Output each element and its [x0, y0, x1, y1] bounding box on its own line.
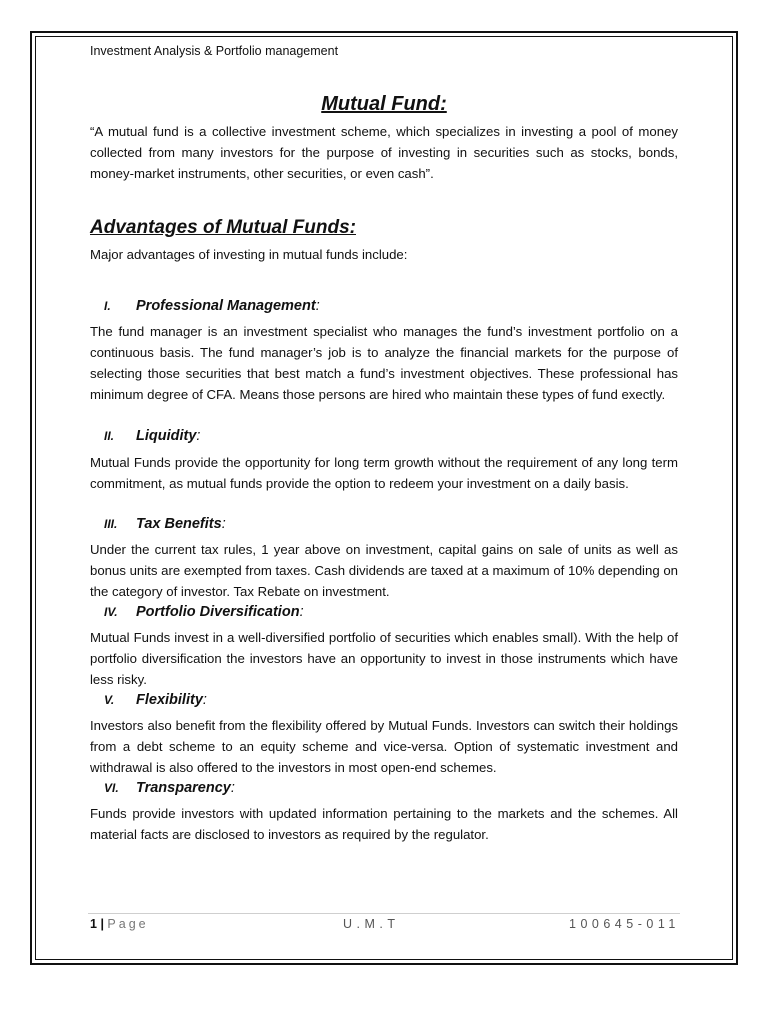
advantage-number: II. — [104, 429, 115, 443]
definition-paragraph: “A mutual fund is a collective investment scheme, which specializes in investing a pool of money collected from many investors for the purpose of investing in securities such as stocks, bonds, money-market instruments, other securities, or even cash”. — [90, 124, 678, 181]
footer-divider — [88, 913, 680, 914]
advantage-heading: III. Tax Benefits: — [104, 516, 226, 532]
advantage-number: I. — [104, 299, 111, 313]
footer-right-text: 100645-011 — [569, 917, 680, 931]
advantage-name: Portfolio Diversification — [136, 604, 300, 620]
footer-center-text: U.M.T — [343, 917, 400, 931]
footer-separator: | — [100, 917, 104, 931]
advantage-name: Flexibility — [136, 692, 203, 708]
advantage-number: IV. — [104, 605, 118, 619]
advantages-heading: Advantages of Mutual Funds: — [90, 217, 356, 238]
advantage-number: V. — [104, 693, 115, 707]
page-number: 1 — [90, 917, 97, 931]
advantage-heading: II. Liquidity: — [104, 428, 201, 444]
advantage-body: Under the current tax rules, 1 year above on investment, capital gains on sale of units as well as bonus units are exempted from taxes. Cash dividends are taxed at a maximum of 10% depending on the category of investor. Tax Rebate on investment. — [90, 542, 678, 599]
advantage-name: Transparency — [136, 780, 231, 796]
advantage-body: Funds provide investors with updated information pertaining to the markets and the schemes. All material facts are disclosed to investors as required by the regulator. — [90, 806, 678, 842]
advantage-body: Mutual Funds provide the opportunity for long term growth without the requirement of any long term commitment, as mutual funds provide the option to redeem your investment on a daily basis. — [90, 455, 678, 491]
advantage-heading: IV. Portfolio Diversification: — [104, 604, 304, 620]
running-header: Investment Analysis & Portfolio management — [90, 44, 339, 58]
advantage-heading: I. Professional Management: — [104, 298, 320, 314]
footer-page-label — [90, 917, 149, 931]
advantage-body: Investors also benefit from the flexibility offered by Mutual Funds. Investors can switch their holdings from a debt scheme to an equity scheme and vice-versa. Option of systematic investment and withdrawal is also offered to the investors in most open-end schemes. — [90, 718, 678, 775]
advantage-number: III. — [104, 517, 118, 531]
advantage-body: The fund manager is an investment specialist who manages the fund’s investment portfolio on a continuous basis. The fund manager’s job is to analyze the financial markets for the purpose of selecting those securities that best match a fund’s investment objectives. These professional has minimum degree of CFA. Means those persons are hired who maintain these types of fund exectly. — [90, 324, 678, 402]
advantage-heading: VI. Transparency: — [104, 780, 235, 796]
advantage-name: Liquidity — [136, 428, 197, 444]
advantage-body: Mutual Funds invest in a well-diversified portfolio of securities which enables small). With the help of portfolio diversification the investors have an opportunity to invest in those instruments which have less risky. — [90, 630, 678, 687]
page-word: Page — [107, 917, 149, 931]
page-title: Mutual Fund: — [321, 93, 447, 115]
advantage-name: Tax Benefits — [136, 516, 222, 532]
advantages-intro: Major advantages of investing in mutual funds include: — [90, 247, 408, 262]
advantage-number: VI. — [104, 781, 119, 795]
advantage-name: Professional Management — [136, 298, 316, 314]
advantage-heading: V. Flexibility: — [104, 692, 207, 708]
